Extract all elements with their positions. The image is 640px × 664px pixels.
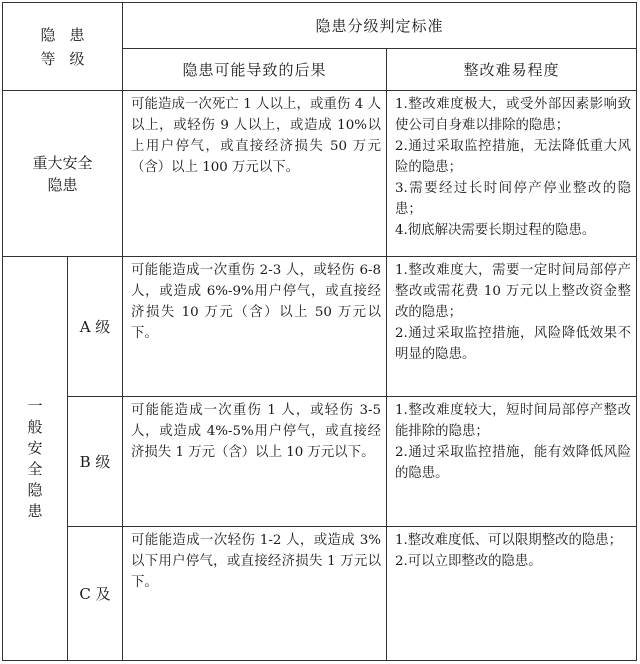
major-difficulty-item: 1.整改难度极大，或受外部因素影响致使公司自身难以排除的隐患； bbox=[395, 97, 632, 133]
grade-c-difficulty-item: 2.可以立即整改的隐患。 bbox=[395, 554, 542, 569]
grade-b-cell: B 级 bbox=[68, 397, 123, 527]
major-difficulty-item: 3.需要经过长时间停产停业整改的隐患； bbox=[395, 181, 632, 217]
grade-c-consequence: 可能能造成一次轻伤 1-2 人，或造成 3%以下用户停气，或直接经济损失 1 万元以下。 bbox=[123, 527, 387, 661]
standard-header: 隐患分级判定标准 bbox=[123, 3, 637, 49]
major-difficulty bbox=[387, 91, 637, 257]
grade-a-difficulty bbox=[387, 257, 637, 397]
grade-c-difficulty bbox=[387, 527, 637, 661]
grade-b-difficulty-item: 2.通过采取监控措施，能有效降低风险的隐患。 bbox=[395, 445, 632, 481]
major-level-cell bbox=[3, 91, 123, 257]
grade-b-difficulty-item: 1.整改难度较大，短时间局部停产整改能排除的隐患； bbox=[395, 403, 632, 439]
grade-b-consequence: 可能能造成一次重伤 1 人，或轻伤 3-5 人，或造成 4%-5%用户停气，或直接经济损失 1 万元（含）以上 10 万元以下。 bbox=[123, 397, 387, 527]
general-level-label: 一般安全隐患 bbox=[27, 396, 43, 520]
major-consequence: 可能造成一次死亡 1 人以上，或重伤 4 人以上，或轻伤 9 人以上，或造成 10%以上用户停气，或直接经济损失 50 万元（含）以上 100 万元以下。 bbox=[123, 91, 387, 257]
major-level-label: 重大安全隐患 bbox=[32, 153, 93, 194]
consequence-header: 隐患可能导致的后果 bbox=[123, 49, 387, 91]
grade-a-cell: A 级 bbox=[68, 257, 123, 397]
grade-a-difficulty-item: 1.整改难度大，需要一定时间局部停产整改或需花费 10 万元以上整改资金整改的隐患； bbox=[395, 263, 632, 320]
level-header-line1: 隐患 bbox=[40, 25, 99, 44]
grade-c-cell: C 及 bbox=[68, 527, 123, 661]
major-difficulty-item: 4.彻底解决需要长期过程的隐患。 bbox=[395, 223, 596, 238]
level-header-line2: 等级 bbox=[40, 49, 99, 68]
hazard-classification-table bbox=[2, 2, 637, 661]
grade-a-consequence: 可能能造成一次重伤 2-3 人，或轻伤 6-8 人，或造成 6%-9%用户停气，或直接经济损失 10 万元（含）以上 50 万元以下。 bbox=[123, 257, 387, 397]
major-difficulty-item: 2.通过采取监控措施，无法降低重大风险的隐患； bbox=[395, 139, 632, 175]
difficulty-header: 整改难易程度 bbox=[387, 49, 637, 91]
level-header-cell bbox=[3, 3, 123, 91]
grade-c-difficulty-item: 1.整改难度低、可以限期整改的隐患； bbox=[395, 533, 623, 548]
grade-a-difficulty-item: 2.通过采取监控措施，风险降低效果不明显的隐患。 bbox=[395, 326, 632, 362]
general-level-cell bbox=[3, 257, 68, 661]
grade-b-difficulty bbox=[387, 397, 637, 527]
